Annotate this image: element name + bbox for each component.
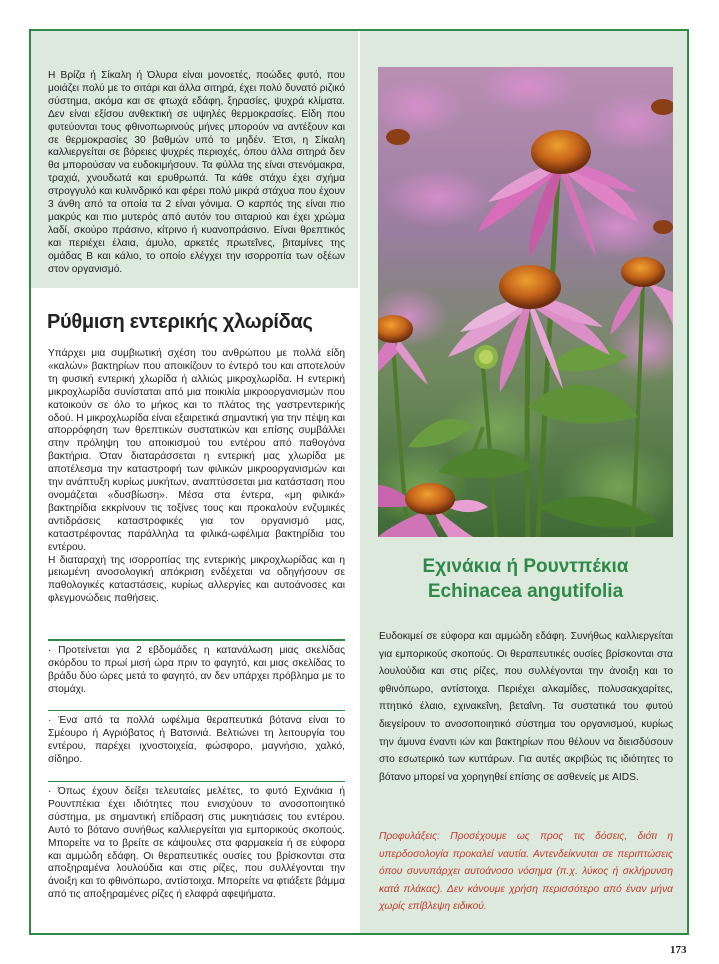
body-text xyxy=(48,348,345,606)
warning-text: Προφυλάξεις: Προσέχουμε ως προς τις δόσεις, διότι η υπερδοσολογία προκαλεί ναυτία. Αντενδείκνυται σε περιπτώσεις όπου συνυπάρχει αυτοάνοσο νόσημα (π.χ. λύκος ή σκλήρυνση κατά πλάκας). Δεν κάνουμε χρήση περισσότερο από έναν μήνα χωρίς επίβλεψη ειδικού. xyxy=(379,831,673,913)
tip-box-3 xyxy=(48,781,345,902)
tip-text-3: · Όπως έχουν δείξει τελευταίες μελέτες, το φυτό Εχινάκια ή Ρουντπέκια έχει ιδιότητες που ενισχύουν το ανοσοποιητικό σύστημα, με σημαντική επίδραση στις μυκητιάσεις του εντέρου. Αυτό το βότανο συνήθως καλλιεργείται για εμπορικούς σκοπούς. Μπορείτε να το βρείτε σε κάψουλες στα φαρμακεία ή σε εύφορα και αμμώδη εδάφη. Οι θεραπευτικές ουσίες του βρίσκονται στα αποξηραμένα λουλούδια και στις ρίζες, που συλλέγονται την άνοιξη και το φθινόπωρο, αντίστοιχα. Μπορείτε να φτιάξετε βάμμα από τις αποξηραμένες ρίζες ή ελαφρά αφεψήματα. xyxy=(48,786,345,901)
tip-text-1: · Προτείνεται για 2 εβδομάδες η κατανάλωση μιας σκελίδας σκόρδου το πρωί μισή ώρα πριν το φαγητό, και μιας σκελίδας το βράδυ δύο ώρες μετά το φαγητό, αν δεν υπάρχει πρόβλημα με το στομάχι. xyxy=(48,645,345,695)
tip-box-2 xyxy=(48,710,345,767)
plant-title xyxy=(378,554,673,604)
plant-description: Ευδοκιμεί σε εύφορα και αμμώδη εδάφη. Συνήθως καλλιεργείται για εμπορικούς σκοπούς. Οι θεραπευτικές ουσίες βρίσκονται στα λουλούδια και στις ρίζες, που συλλέγονται την άνοιξη και το φθινόπωρο, αντίστοιχα. Περιέχει αλκαμίδες, πολυσακχαρίτες, πτητικό έλαιο, εχινακεΐνη, βεταΐνη. Τα συστατικά του φυτού διεγείρουν το ανοσοποιητικό σύστημα του οργανισμού, κυρίως την άμυνα έναντι ιών και βακτηρίων που θέλουν να διεισδύσουν στο εσωτερικό των κυττάρων. Για αυτές ακριβώς τις ιδιότητες το βότανο μπορεί να χορηγηθεί επίσης σε ασθενείς με AIDS. xyxy=(379,631,673,783)
section-heading: Ρύθμιση εντερικής χλωρίδας xyxy=(47,311,313,333)
body-paragraph-2: Η διαταραχή της ισορροπίας της εντερικής μικροχλωρίδας και η μειωμένη ανοσολογική απόκριση ενδέχεται να οδηγήσουν σε παθολογικές καταστάσεις, κυρίως αλλεργίες και αυτοάνοσες και φλεγμονώδεις παθήσεις. xyxy=(48,554,345,605)
body-paragraph-1: Υπάρχει μια συμβιωτική σχέση του ανθρώπου με πολλά είδη «καλών» βακτηρίων που αποικίζουν το έντερό του και αποτελούν τη φυσική εντερική χλωρίδα ή αλλιώς μικροχλωρίδα. Η εντερική μικροχλωρίδα συνίσταται από μια ποικιλία μικροοργανισμών που κατοικούν σε όλο το μήκος και το πλάτος της γαστρεντερικής οδού. Η μικροχλωρίδα είναι εξαιρετικά σημαντική για την πέψη και απορρόφηση των θρεπτικών συστατικών και επίσης συμβάλλει στην πρόληψη του αποικισμού του εντέρου από παθογόνα βακτήρια. Όταν διαταράσσεται η εντερική μας χλωρίδα με αποτέλεσμα την καταστροφή των φιλικών μικροοργανισμών και την ανάπτυξη κυρίως μυκήτων, αναπτύσσεται μια κατάσταση που ονομάζεται «δυσβίωση». Μέσα στα έντερα, «μη φιλικά» βακτηρίδια εκκρίνουν τις τοξίνες τους και προκαλούν ενζυμικές αντιδράσεις καταστροφικές για τον οργανισμό μας, καταστρέφοντας παράλληλα τα φιλικά-ωφέλιμα βακτηρίδια του εντέρου. xyxy=(48,348,345,553)
page-number: 173 xyxy=(670,944,687,956)
column-divider xyxy=(358,31,360,933)
tip-box-1 xyxy=(48,639,345,697)
echinacea-photo xyxy=(378,67,673,537)
echinacea-bud xyxy=(474,345,498,369)
echinacea-illustration xyxy=(378,67,673,537)
intro-text: Η Βρίζα ή Σίκαλη ή Όλυρα είναι μονοετές, ποώδες φυτό, που μοιάζει πολύ με το σιτάρι και άλλα σιτηρά, έχει πολύ δυνατό ριζικό σύστημα, ακόμα και σε φτωχά εδάφη, ξηρασίες, ψυχρά κλίματα. Δεν είναι εξίσου ανθεκτική σε υψηλές θερμοκρασίες. Είδη που φυτεύονται τους φθινοπωρινούς μήνες μπορούν να αντέξουν και σε θερμοκρασίες 30 βαθμών υπό το μηδέν. Έτσι, η Σίκαλη καλλιεργείται σε βόρειες ψυχρές περιοχές, όπου άλλα σιτηρά δεν θα μπορούσαν να ευδοκιμήσουν. Τα φύλλα της είναι στενόμακρα, τραχιά, χνουδωτά και ερυθρωπά. Τα κάθε στάχυ έχει σχήμα στρογγυλό και κυλινδρικό και φέρει πολύ μικρά στάχυα που έχουν 3 άνθη από τα οποία τα 2 είναι γόνιμα. Ο καρπός της είναι πιο μακρύς και πιο μυτερός από αυτόν του σιταριού και έχει χρώμα λαδί, σκούρο πράσινο, κίτρινο ή κυανοπράσινο. Είναι θρεπτικός και περιέχει έλαια, άμυλο, αρκετές πρωτεΐνες, βιταμίνες της ομάδας Β και κάλιο, το οποίο ελέγχει την ισορροπία των οξέων στον οργανισμό. xyxy=(48,70,345,275)
plant-title-latin: Echinacea angutifolia xyxy=(427,581,624,602)
tip-text-2: · Ένα από τα πολλά ωφέλιμα θεραπευτικά βότανα είναι το Σμέουρο ή Αγριόβατος ή Βατσινιά. Βελτιώνει τη λειτουργία του εντέρου, παρέχει ιχνοστοιχεία, φώσφορο, μαγνήσιο, χαλκό, σίδηρο. xyxy=(48,715,345,765)
plant-title-greek: Εχινάκια ή Ρουντπέκια xyxy=(422,556,629,577)
